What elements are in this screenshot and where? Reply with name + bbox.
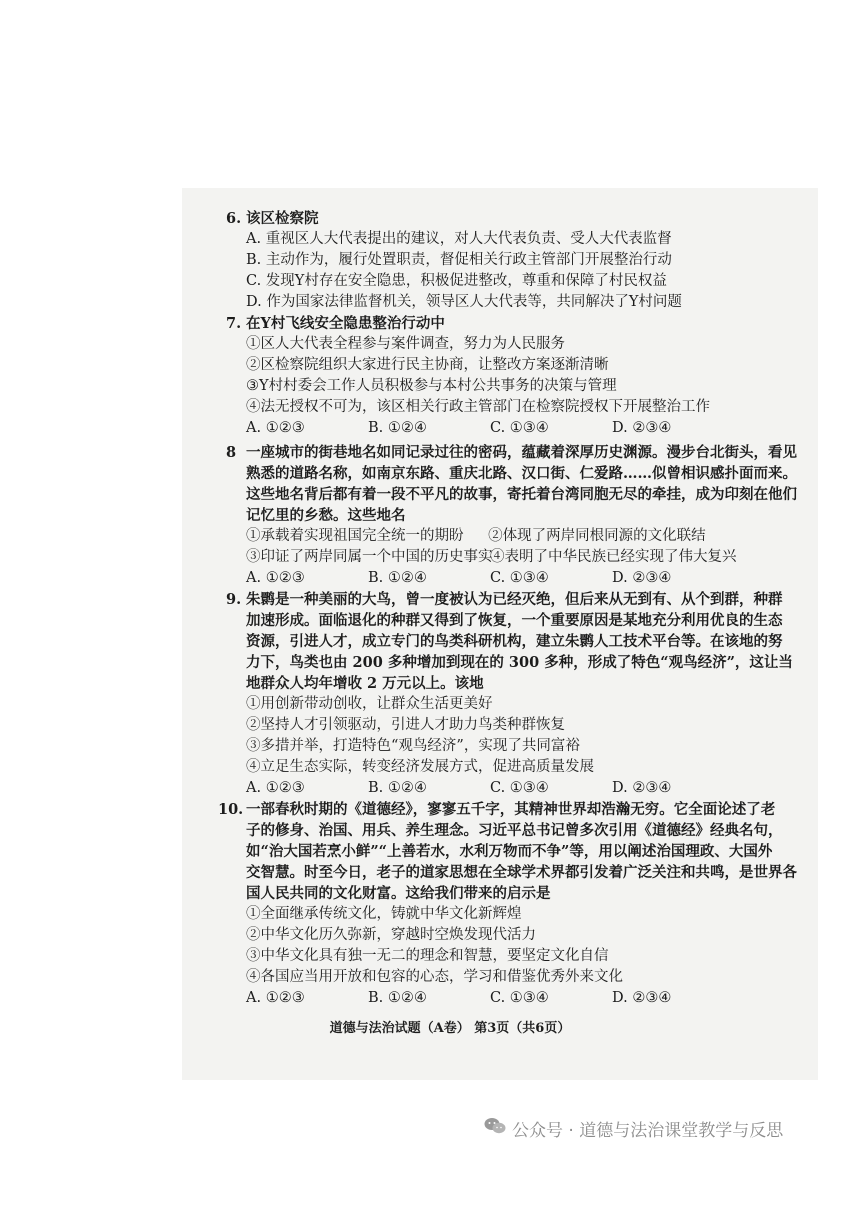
statement-3: ③中华文化具有独一无二的理念和智慧，要坚定文化自信 <box>246 948 609 964</box>
answer-c: C. ①③④ <box>490 780 549 796</box>
question-stem-line: 子的修身、治国、用兵、养生理念。习近平总书记曾多次引用《道德经》经典名句， <box>246 822 783 839</box>
answer-a: A. ①②③ <box>246 990 305 1006</box>
option-d: D. 作为国家法律监督机关，领导区人大代表等，共同解决了Y村问题 <box>246 294 682 310</box>
question-number: 8 <box>226 444 237 461</box>
question-stem-line: 力下，鸟类也由 200 多种增加到现在的 300 多种，形成了特色“观鸟经济”，这让当 <box>246 654 793 671</box>
answer-b: B. ①②④ <box>368 990 427 1006</box>
question-stem-line: 这些地名背后都有着一段不平凡的故事，寄托着台湾同胞无尽的牵挂，成为印刻在他们 <box>246 486 797 503</box>
statement-1: ①全面继承传统文化，铸就中华文化新辉煌 <box>246 906 522 922</box>
answer-a: A. ①②③ <box>246 780 305 796</box>
answer-choices <box>246 988 766 1009</box>
statement-2: ②中华文化历久弥新，穿越时空焕发现代活力 <box>246 927 536 943</box>
answer-c: C. ①③④ <box>490 990 549 1006</box>
statement-2: ②坚持人才引领驱动，引进人才助力鸟类种群恢复 <box>246 717 565 733</box>
statement-2: ②体现了两岸同根同源的文化联结 <box>488 528 706 544</box>
statement-3: ③多措并举，打造特色“观鸟经济”，实现了共同富裕 <box>246 738 580 754</box>
option-c: C. 发现Y村存在安全隐患，积极促进整改，尊重和保障了村民权益 <box>246 273 667 289</box>
question-stem-line: 资源，引进人才，成立专门的鸟类科研机构，建立朱鹮人工技术平台等。在该地的努 <box>246 633 783 650</box>
statement-1: ①区人大代表全程参与案件调查，努力为人民服务 <box>246 336 565 352</box>
answer-b: B. ①②④ <box>368 780 427 796</box>
answer-d: D. ②③④ <box>612 990 672 1006</box>
question-6 <box>226 208 766 313</box>
question-stem-line: 加速形成。面临退化的种群又得到了恢复，一个重要原因是某地充分利用优良的生态 <box>246 612 783 629</box>
question-9 <box>226 589 793 799</box>
answer-choices <box>246 418 766 439</box>
statement-1: ①承载着实现祖国完全统一的期盼 <box>246 528 464 544</box>
answer-choices <box>246 568 766 589</box>
question-7 <box>226 313 766 439</box>
question-number: 10. <box>218 801 244 818</box>
question-stem-line: 地群众人均年增收 2 万元以上。该地 <box>246 675 484 692</box>
answer-d: D. ②③④ <box>612 570 672 586</box>
question-number: 7. <box>226 315 242 332</box>
answer-a: A. ①②③ <box>246 420 305 436</box>
statement-row <box>246 526 766 547</box>
page-footer: 道德与法治试题（A卷） 第3页（共6页） <box>329 1021 571 1036</box>
wechat-watermark <box>484 1116 783 1141</box>
statement-4: ④法无授权不可为，该区相关行政主管部门在检察院授权下开展整治工作 <box>246 399 710 415</box>
question-stem-line: 国人民共同的文化财富。这给我们带来的启示是 <box>246 885 551 902</box>
answer-b: B. ①②④ <box>368 570 427 586</box>
answer-c: C. ①③④ <box>490 570 549 586</box>
answer-b: B. ①②④ <box>368 420 427 436</box>
option-b: B. 主动作为，履行处置职责，督促相关行政主管部门开展整治行动 <box>246 252 672 268</box>
answer-a: A. ①②③ <box>246 570 305 586</box>
answer-d: D. ②③④ <box>612 420 672 436</box>
question-stem-line: 朱鹮是一种美丽的大鸟，曾一度被认为已经灭绝，但后来从无到有、从个到群，种群 <box>246 591 783 608</box>
statement-3: ③印证了两岸同属一个中国的历史事实 <box>246 549 493 565</box>
wechat-icon <box>484 1117 512 1140</box>
statement-2: ②区检察院组织大家进行民主协商，让整改方案逐渐清晰 <box>246 357 609 373</box>
question-number: 9. <box>226 591 242 608</box>
statement-4: ④表明了中华民族已经实现了伟大复兴 <box>490 549 737 565</box>
question-10 <box>218 799 797 1009</box>
question-stem: 在Y村飞线安全隐患整治行动中 <box>246 315 445 332</box>
answer-d: D. ②③④ <box>612 780 672 796</box>
question-number: 6. <box>226 210 242 227</box>
statement-4: ④立足生态实际，转变经济发展方式，促进高质量发展 <box>246 759 594 775</box>
exam-content <box>218 208 797 1009</box>
question-stem-line: 一部春秋时期的《道德经》，寥寥五千字，其精神世界却浩瀚无穷。它全面论述了老 <box>246 801 776 818</box>
question-stem: 该区检察院 <box>246 210 319 227</box>
question-stem-line: 熟悉的道路名称，如南京东路、重庆北路、汉口街、仁爱路……似曾相识感扑面而来。 <box>246 465 797 482</box>
watermark-text: 公众号 · 道德与法治课堂教学与反思 <box>512 1121 784 1141</box>
statement-1: ①用创新带动创收，让群众生活更美好 <box>246 696 493 712</box>
statement-3: ③Y村村委会工作人员积极参与本村公共事务的决策与管理 <box>246 378 617 394</box>
question-stem-line: 交智慧。时至今日，老子的道家思想在全球学术界都引发着广泛关注和共鸣，是世界各 <box>246 864 797 881</box>
question-stem-line: 记忆里的乡愁。这些地名 <box>246 507 406 524</box>
statement-4: ④各国应当用开放和包容的心态，学习和借鉴优秀外来文化 <box>246 969 623 985</box>
option-a: A. 重视区人大代表提出的建议，对人大代表负责、受人大代表监督 <box>246 231 672 247</box>
question-stem-line: 一座城市的街巷地名如同记录过往的密码，蕴藏着深厚历史渊源。漫步台北街头，看见 <box>246 444 797 461</box>
answer-c: C. ①③④ <box>490 420 549 436</box>
answer-choices <box>246 778 766 799</box>
question-stem-line: 如“治大国若烹小鲜”“上善若水，水利万物而不争”等，用以阐述治国理政、大国外 <box>246 843 773 860</box>
question-8 <box>226 442 797 589</box>
statement-row <box>246 547 766 568</box>
